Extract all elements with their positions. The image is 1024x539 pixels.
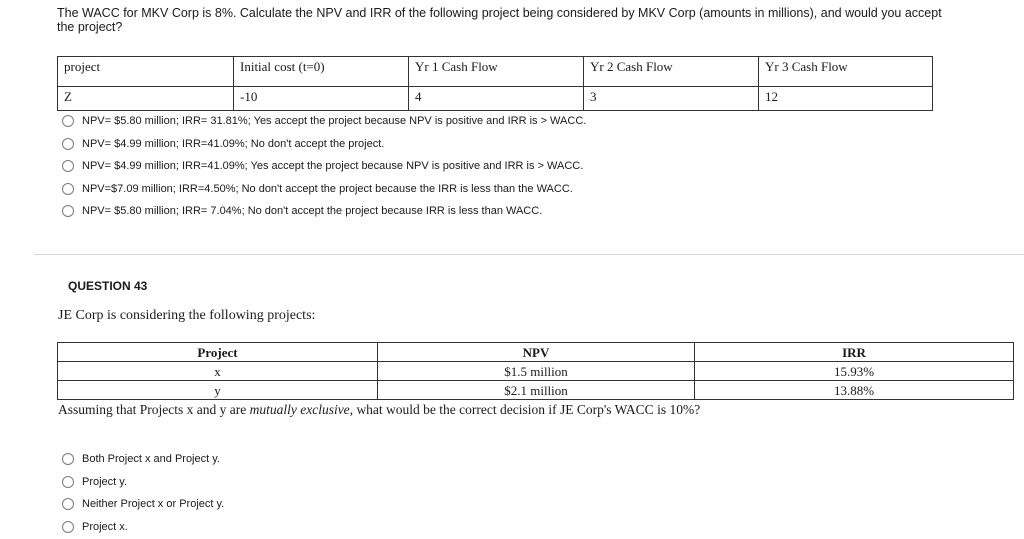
table-row <box>58 87 933 111</box>
option-label: NPV= $5.80 million; IRR= 7.04%; No don't accept the project because IRR is less than WACC. <box>82 205 543 218</box>
radio-button[interactable] <box>62 138 74 150</box>
cell-irr: 13.88% <box>695 381 1014 400</box>
radio-button[interactable] <box>62 183 74 195</box>
followup-text-end: , what would be the correct decision if JE Corp's WACC is 10%? <box>349 402 701 417</box>
radio-button[interactable] <box>62 476 74 488</box>
option-c[interactable] <box>62 155 586 178</box>
option-c[interactable] <box>62 493 224 516</box>
option-b[interactable] <box>62 471 224 494</box>
radio-button[interactable] <box>62 205 74 217</box>
question-divider <box>34 254 1024 255</box>
radio-button[interactable] <box>62 115 74 127</box>
cell-project: y <box>58 381 378 400</box>
header-project: Project <box>58 343 378 362</box>
option-label: NPV=$7.09 million; IRR=4.50%; No don't accept the project because the IRR is less than the WACC. <box>82 182 573 195</box>
projects-npv-irr-table <box>57 342 1014 400</box>
header-irr: IRR <box>695 343 1014 362</box>
header-yr2: Yr 2 Cash Flow <box>584 57 759 87</box>
header-yr1: Yr 1 Cash Flow <box>409 57 584 87</box>
followup-text-start: Assuming that Projects x and y are <box>58 402 250 417</box>
cell-npv: $1.5 million <box>378 362 695 381</box>
cell-npv: $2.1 million <box>378 381 695 400</box>
option-label: Project x. <box>82 520 128 533</box>
option-label: Neither Project x or Project y. <box>82 498 225 511</box>
project-z-cashflow-table <box>57 56 933 111</box>
table-row <box>58 362 1014 381</box>
option-b[interactable] <box>62 133 586 156</box>
option-a[interactable] <box>62 110 586 133</box>
table-row <box>58 381 1014 400</box>
option-e[interactable] <box>62 200 586 223</box>
question-42-text: The WACC for MKV Corp is 8%. Calculate the NPV and IRR of the following project being considered by MKV Corp (amounts in millions), and would you accept the project? <box>57 6 942 34</box>
cell-yr1: 4 <box>409 87 584 111</box>
cell-project: x <box>58 362 378 381</box>
header-yr3: Yr 3 Cash Flow <box>759 57 933 87</box>
question-43-options <box>62 448 224 538</box>
cell-yr3: 12 <box>759 87 933 111</box>
cell-irr: 15.93% <box>695 362 1014 381</box>
cell-project: Z <box>58 87 234 111</box>
header-npv: NPV <box>378 343 695 362</box>
option-label: NPV= $5.80 million; IRR= 31.81%; Yes accept the project because NPV is positive and IRR is > WACC. <box>82 115 587 128</box>
option-a[interactable] <box>62 448 224 471</box>
question-43-followup <box>58 402 700 418</box>
question-42-options <box>62 110 586 223</box>
option-label: Project y. <box>82 475 128 488</box>
radio-button[interactable] <box>62 521 74 533</box>
radio-button[interactable] <box>62 498 74 510</box>
header-initial-cost: Initial cost (t=0) <box>234 57 409 87</box>
table-header-row <box>58 57 933 87</box>
option-label: NPV= $4.99 million; IRR=41.09%; Yes accept the project because NPV is positive and IRR is > WACC. <box>82 160 584 173</box>
table-header-row <box>58 343 1014 362</box>
option-label: Both Project x and Project y. <box>82 453 220 466</box>
question-43-intro: JE Corp is considering the following projects: <box>58 308 316 323</box>
radio-button[interactable] <box>62 160 74 172</box>
option-d[interactable] <box>62 516 224 539</box>
option-d[interactable] <box>62 178 586 201</box>
option-label: NPV= $4.99 million; IRR=41.09%; No don't accept the project. <box>82 137 385 150</box>
header-project: project <box>58 57 234 87</box>
question-43-title: QUESTION 43 <box>68 279 148 293</box>
cell-initial-cost: -10 <box>234 87 409 111</box>
cell-yr2: 3 <box>584 87 759 111</box>
followup-emphasis: mutually exclusive <box>249 402 350 417</box>
radio-button[interactable] <box>62 453 74 465</box>
